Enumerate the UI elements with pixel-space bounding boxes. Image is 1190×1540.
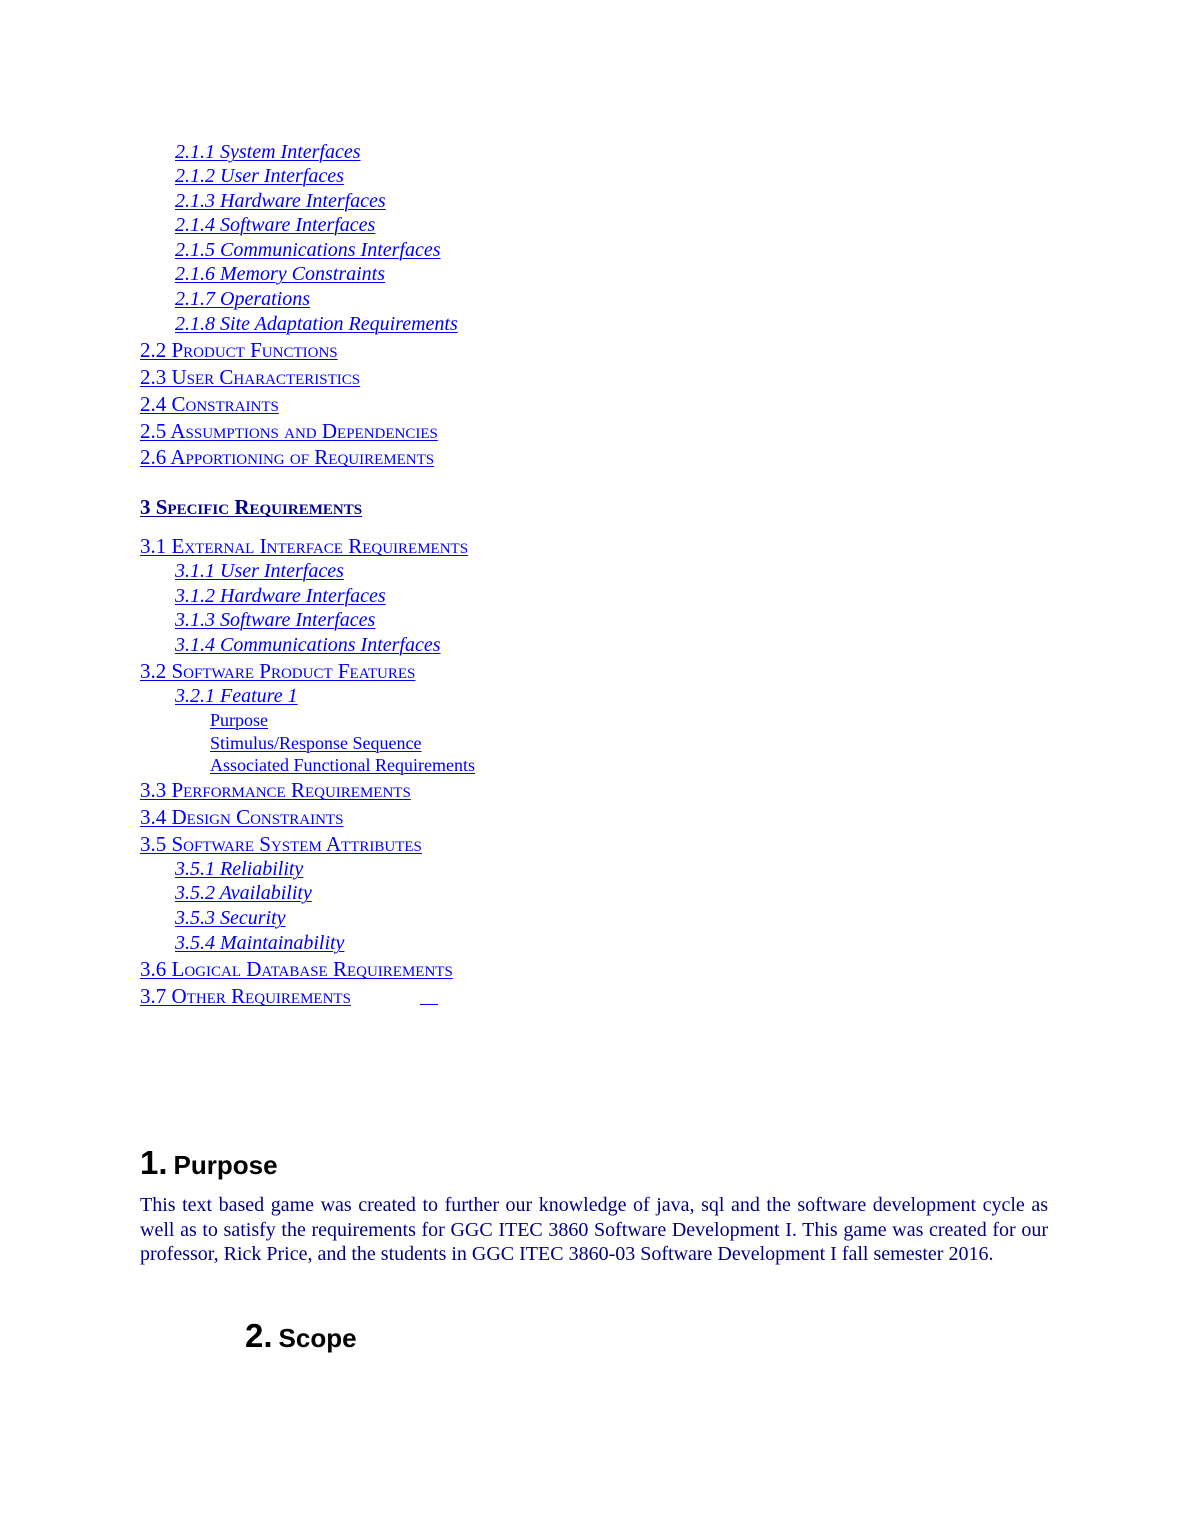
toc-entry[interactable]: 2.1.4 Software Interfaces <box>175 214 376 236</box>
section-title: Scope <box>278 1323 357 1353</box>
toc-entry[interactable]: 3.1.4 Communications Interfaces <box>175 634 441 656</box>
toc-entry[interactable]: 3.1.1 User Interfaces <box>175 560 344 582</box>
toc-entry[interactable]: 3.5.2 Availability <box>175 882 312 904</box>
section-heading-scope <box>245 1317 357 1355</box>
toc-entry[interactable]: 3.5.3 Security <box>175 907 286 929</box>
toc-entry[interactable]: Associated Functional Requirements <box>210 755 475 775</box>
toc-entry[interactable]: 3.1.2 Hardware Interfaces <box>175 585 386 607</box>
toc-entry[interactable]: 3 Specific Requirements <box>140 495 363 519</box>
toc-entry[interactable]: Stimulus/Response Sequence <box>210 733 422 753</box>
toc-entry[interactable]: 3.1.3 Software Interfaces <box>175 609 376 631</box>
toc-entry[interactable]: 2.5 Assumptions and Dependencies <box>140 419 438 443</box>
toc-entry[interactable]: 2.6 Apportioning of Requirements <box>140 445 435 469</box>
toc-entry[interactable]: 2.3 User Characteristics <box>140 365 361 389</box>
section-number: 2. <box>245 1317 273 1354</box>
toc-entry[interactable]: 2.1.7 Operations <box>175 288 310 310</box>
toc-entry[interactable]: 2.1.1 System Interfaces <box>175 141 361 163</box>
toc-entry[interactable]: 3.2.1 Feature 1 <box>175 685 298 707</box>
toc-entry[interactable]: 3.5.1 Reliability <box>175 858 304 880</box>
toc-entry[interactable]: 3.5.4 Maintainability <box>175 932 345 954</box>
section-heading-purpose <box>140 1144 278 1182</box>
toc-entry[interactable]: 3.4 Design Constraints <box>140 805 344 829</box>
toc-entry[interactable]: 3.6 Logical Database Requirements <box>140 957 453 981</box>
toc-entry[interactable]: 3.3 Performance Requirements <box>140 778 411 802</box>
toc-entry[interactable]: 2.1.3 Hardware Interfaces <box>175 190 386 212</box>
purpose-paragraph: This text based game was created to further our knowledge of java, sql and the software development cycle as well as to satisfy the requirements for GGC ITEC 3860 Software Development I. This game was created for our professor, Rick Price, and the students in GGC ITEC 3860-03 Software Development I fall semester 2016. <box>140 1194 1048 1266</box>
section-number: 1. <box>140 1144 168 1181</box>
toc-entry[interactable]: 2.1.2 User Interfaces <box>175 165 344 187</box>
toc-entry[interactable]: 3.7 Other Requirements <box>140 984 351 1008</box>
toc-entry[interactable]: 2.4 Constraints <box>140 392 279 416</box>
toc-entry[interactable]: 2.1.5 Communications Interfaces <box>175 239 441 261</box>
toc-entry[interactable]: 2.1.6 Memory Constraints <box>175 263 385 285</box>
toc-entry[interactable]: 3.5 Software System Attributes <box>140 832 422 856</box>
toc-entry[interactable]: Purpose <box>210 710 268 730</box>
toc-entry[interactable]: 2.1.8 Site Adaptation Requirements <box>175 313 458 335</box>
section-title: Purpose <box>173 1150 278 1180</box>
toc-trailing-underline <box>420 1004 438 1005</box>
toc-entry[interactable]: 3.1 External Interface Requirements <box>140 534 469 558</box>
toc-entry[interactable]: 2.2 Product Functions <box>140 338 338 362</box>
toc-entry[interactable]: 3.2 Software Product Features <box>140 659 416 683</box>
